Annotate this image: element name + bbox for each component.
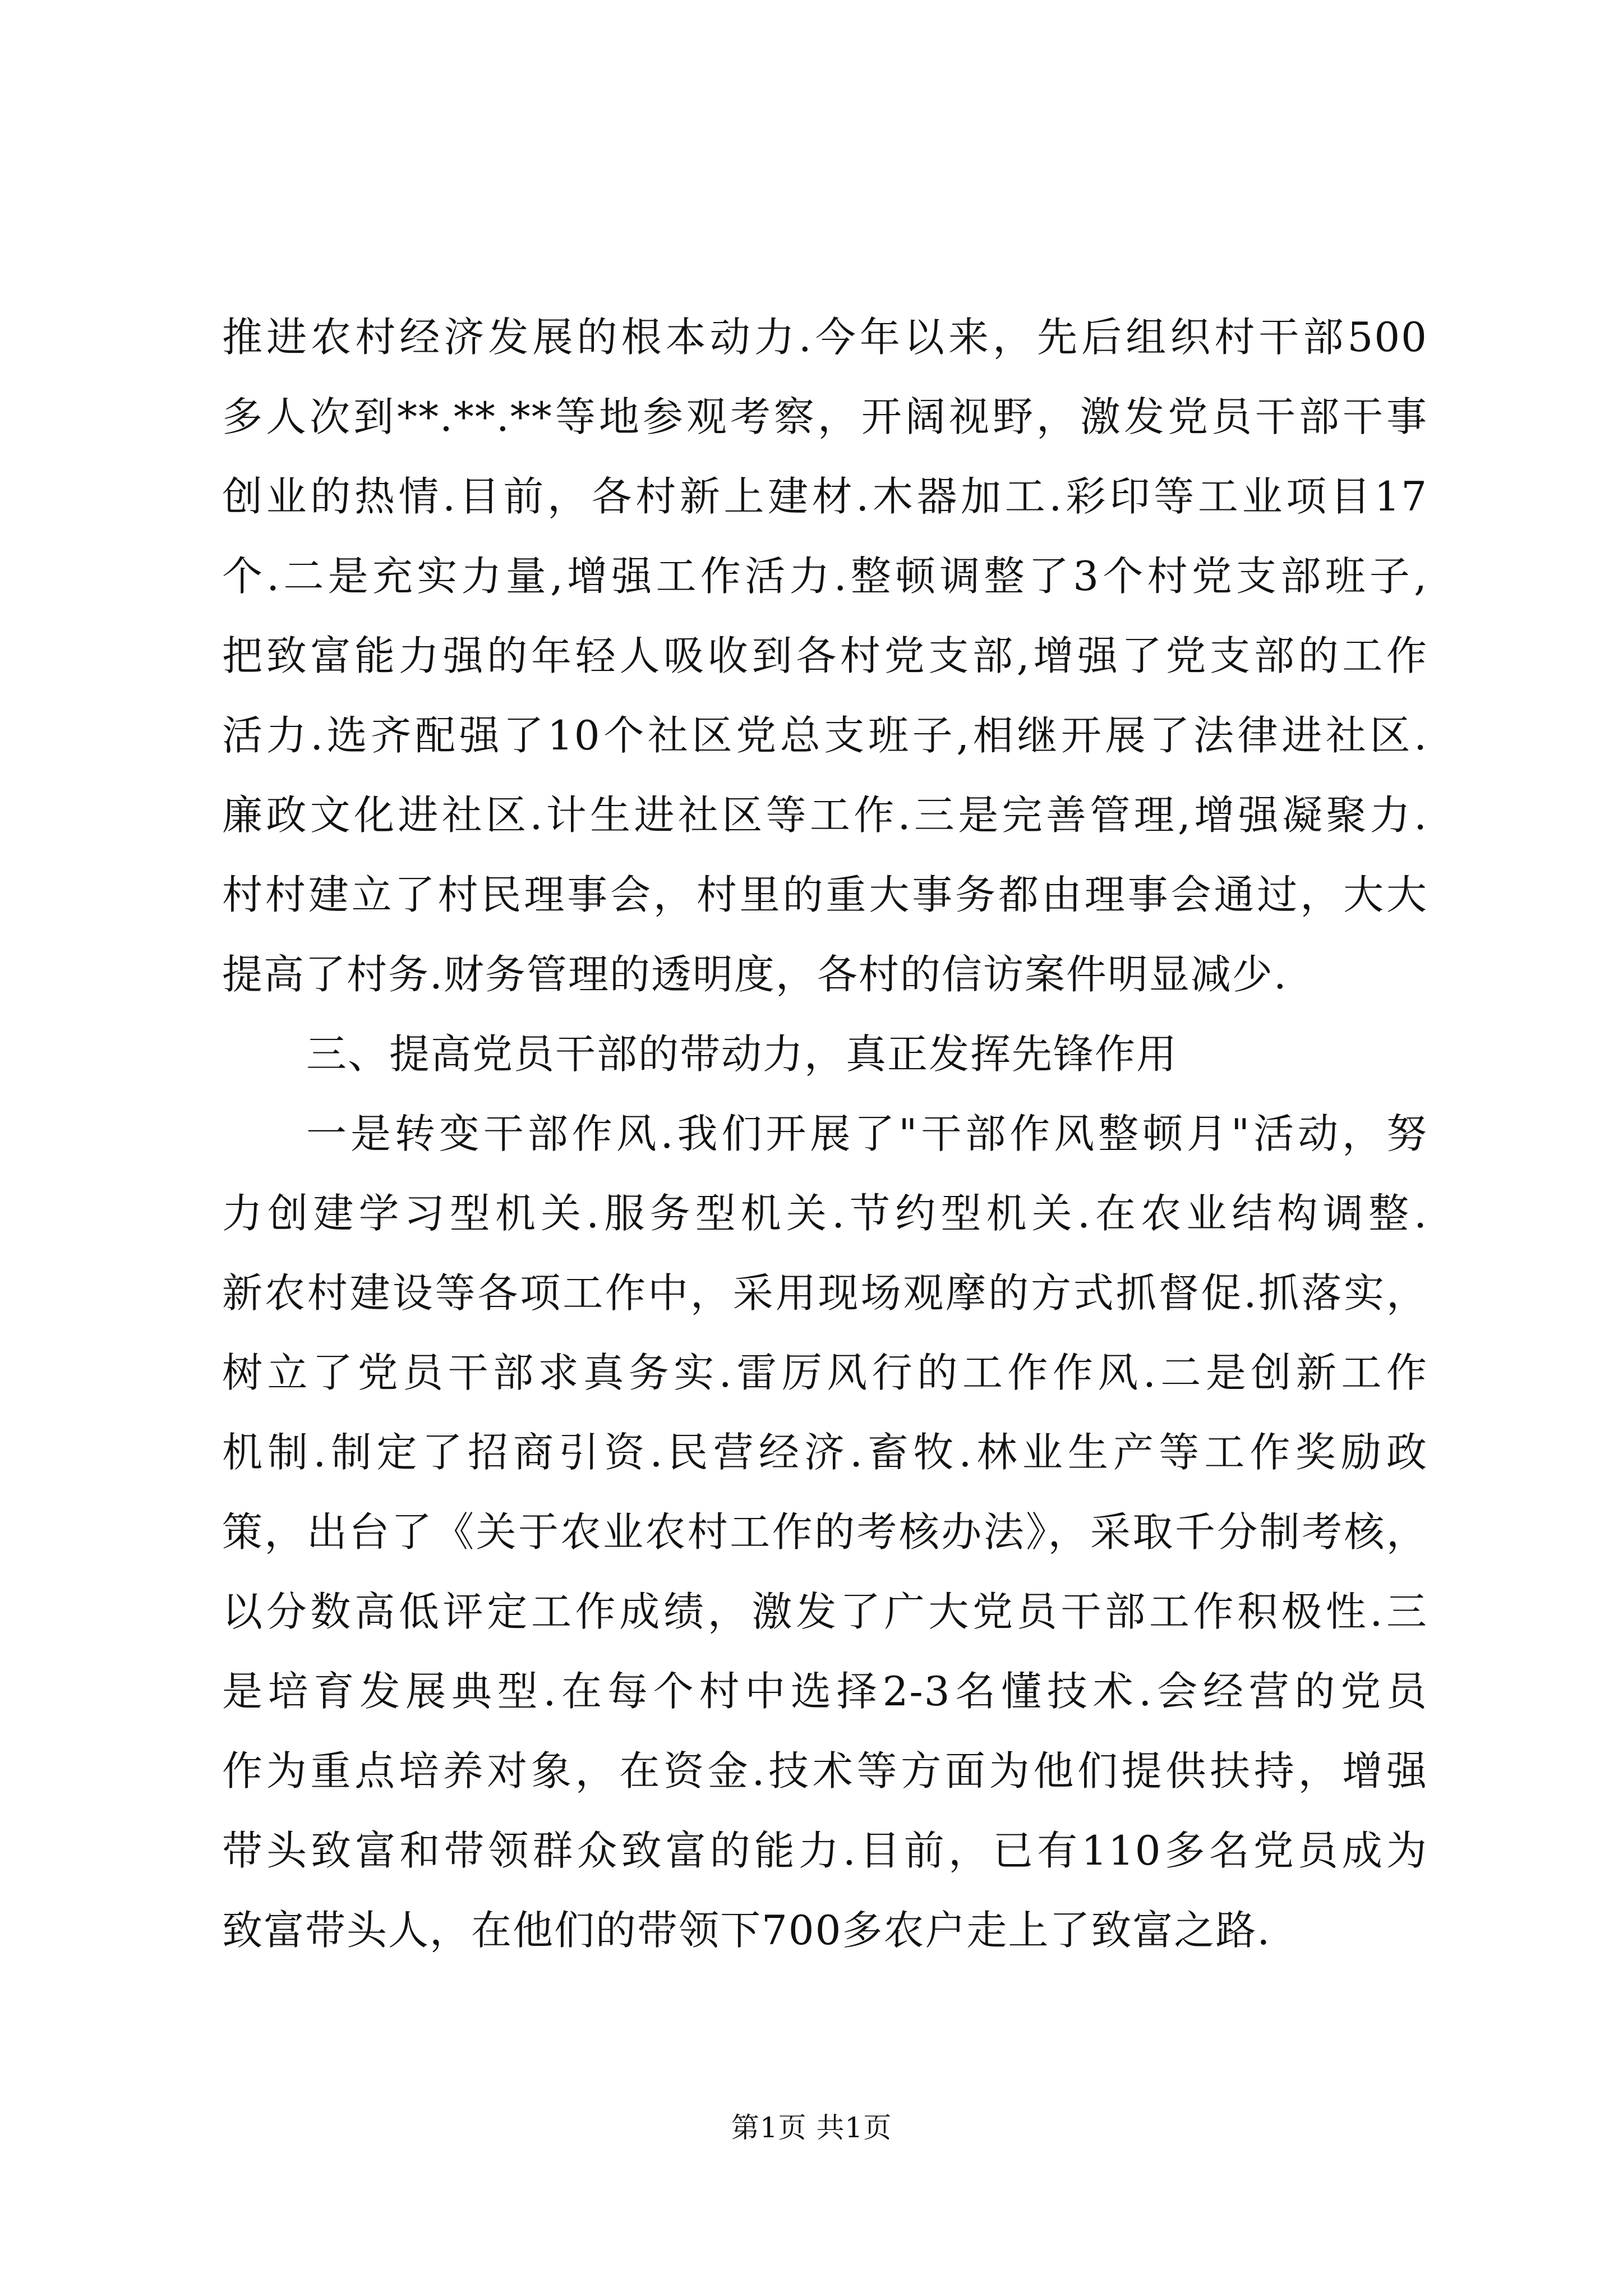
text-line: 提高了村务.财务管理的透明度，各村的信访案件明显减少. <box>222 951 1288 998</box>
text-line: 个.二是充实力量,增强工作活力.整顿调整了3个村党支部班子, <box>222 553 1428 600</box>
text-line: 机制.制定了招商引资.民营经济.畜牧.林业生产等工作奖励政 <box>222 1429 1428 1476</box>
text-line: 树立了党员干部求真务实.雷厉风行的工作作风.二是创新工作 <box>222 1349 1428 1396</box>
section-heading: 三、提高党员干部的带动力，真正发挥先锋作用 <box>306 1030 1178 1078</box>
text-line: 一是转变干部作风.我们开展了"干部作风整顿月"活动，努 <box>306 1110 1428 1157</box>
text-line: 力创建学习型机关.服务型机关.节约型机关.在农业结构调整. <box>222 1190 1428 1237</box>
text-line: 廉政文化进社区.计生进社区等工作.三是完善管理,增强凝聚力. <box>222 792 1428 839</box>
text-line: 推进农村经济发展的根本动力.今年以来，先后组织村干部500 <box>222 314 1428 361</box>
page-footer: 第1页 共1页 <box>731 2111 892 2144</box>
text-line: 带头致富和带领群众致富的能力.目前，已有110多名党员成为 <box>222 1827 1428 1874</box>
text-line: 策，出台了《关于农业农村工作的考核办法》，采取千分制考核， <box>222 1508 1428 1556</box>
text-line: 把致富能力强的年轻人吸收到各村党支部,增强了党支部的工作 <box>222 632 1428 679</box>
text-line: 创业的热情.目前，各村新上建材.木器加工.彩印等工业项目17 <box>222 473 1428 520</box>
text-line: 村村建立了村民理事会，村里的重大事务都由理事会通过，大大 <box>222 871 1428 918</box>
text-line: 致富带头人，在他们的带领下700多农户走上了致富之路. <box>222 1907 1271 1954</box>
text-line: 多人次到**.**.**等地参观考察，开阔视野，激发党员干部干事 <box>222 393 1428 440</box>
text-line: 活力.选齐配强了10个社区党总支班子,相继开展了法律进社区. <box>222 712 1428 759</box>
text-line: 以分数高低评定工作成绩，激发了广大党员干部工作积极性.三 <box>222 1588 1428 1635</box>
text-line: 作为重点培养对象，在资金.技术等方面为他们提供扶持，增强 <box>222 1747 1428 1795</box>
text-line: 新农村建设等各项工作中，采用现场观摩的方式抓督促.抓落实， <box>222 1269 1428 1317</box>
text-line: 是培育发展典型.在每个村中选择2-3名懂技术.会经营的党员 <box>222 1668 1428 1715</box>
document-body <box>222 297 1428 1970</box>
